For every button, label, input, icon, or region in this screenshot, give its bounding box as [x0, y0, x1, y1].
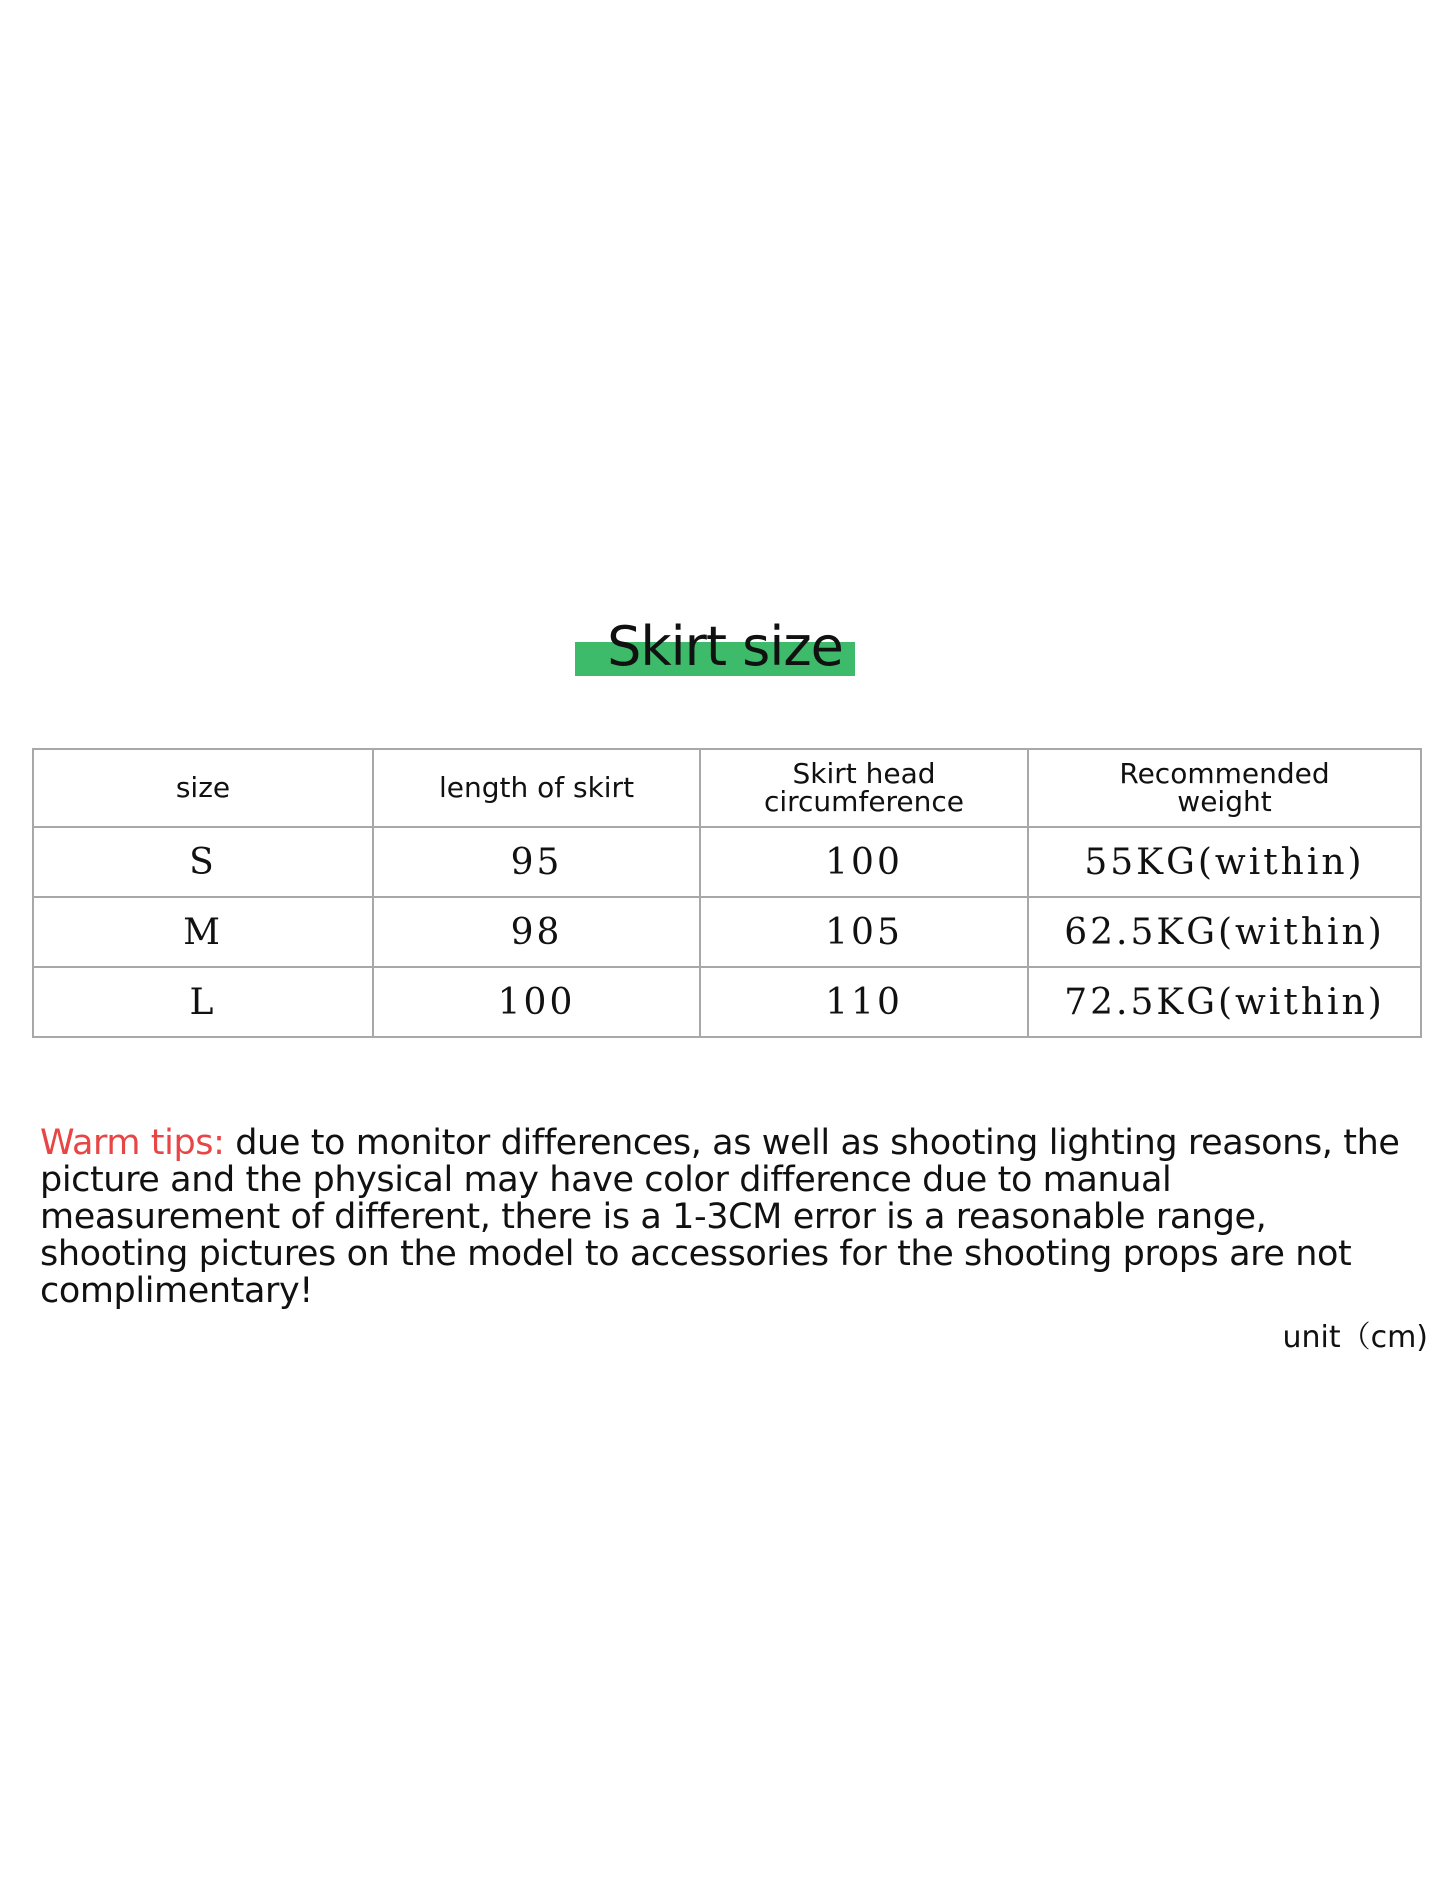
header-head-circumference	[700, 749, 1028, 827]
header-weight-line-2: weight	[1177, 785, 1272, 818]
cell-weight: 62.5KG(within)	[1028, 897, 1421, 967]
cell-circumference: 100	[700, 827, 1028, 897]
header-size	[33, 749, 373, 827]
table-row	[33, 967, 1421, 1037]
unit-note: unit（cm)	[1282, 1320, 1428, 1355]
size-table	[32, 748, 1422, 1038]
cell-weight: 72.5KG(within)	[1028, 967, 1421, 1037]
warm-tips-text: due to monitor differences, as well as shooting lighting reasons, the picture and the physical may have color difference due to manual measurement of different, there is a 1-3CM error is a reasonable range, shooting pictures on the model to accessories for the shooting props are not complimentary!	[40, 1123, 1400, 1311]
warm-tips-paragraph	[40, 1125, 1420, 1310]
cell-circumference: 110	[700, 967, 1028, 1037]
table-header-row	[33, 749, 1421, 827]
header-size-label: size	[175, 771, 231, 804]
cell-length: 98	[373, 897, 700, 967]
cell-size: L	[33, 967, 373, 1037]
header-recommended-weight	[1028, 749, 1421, 827]
header-circumference-line-1: Skirt head	[792, 757, 936, 790]
cell-size: S	[33, 827, 373, 897]
header-weight-line-1: Recommended	[1119, 757, 1330, 790]
cell-weight: 55KG(within)	[1028, 827, 1421, 897]
header-length	[373, 749, 700, 827]
cell-circumference: 105	[700, 897, 1028, 967]
title-section	[0, 612, 1450, 702]
cell-length: 100	[373, 967, 700, 1037]
header-circumference-line-2: circumference	[763, 785, 965, 818]
header-length-label: length of skirt	[438, 771, 635, 804]
warm-tips-label: Warm tips:	[40, 1123, 225, 1163]
cell-size: M	[33, 897, 373, 967]
cell-length: 95	[373, 827, 700, 897]
table-row	[33, 897, 1421, 967]
table-row	[33, 827, 1421, 897]
page-title: Skirt size	[607, 615, 843, 678]
